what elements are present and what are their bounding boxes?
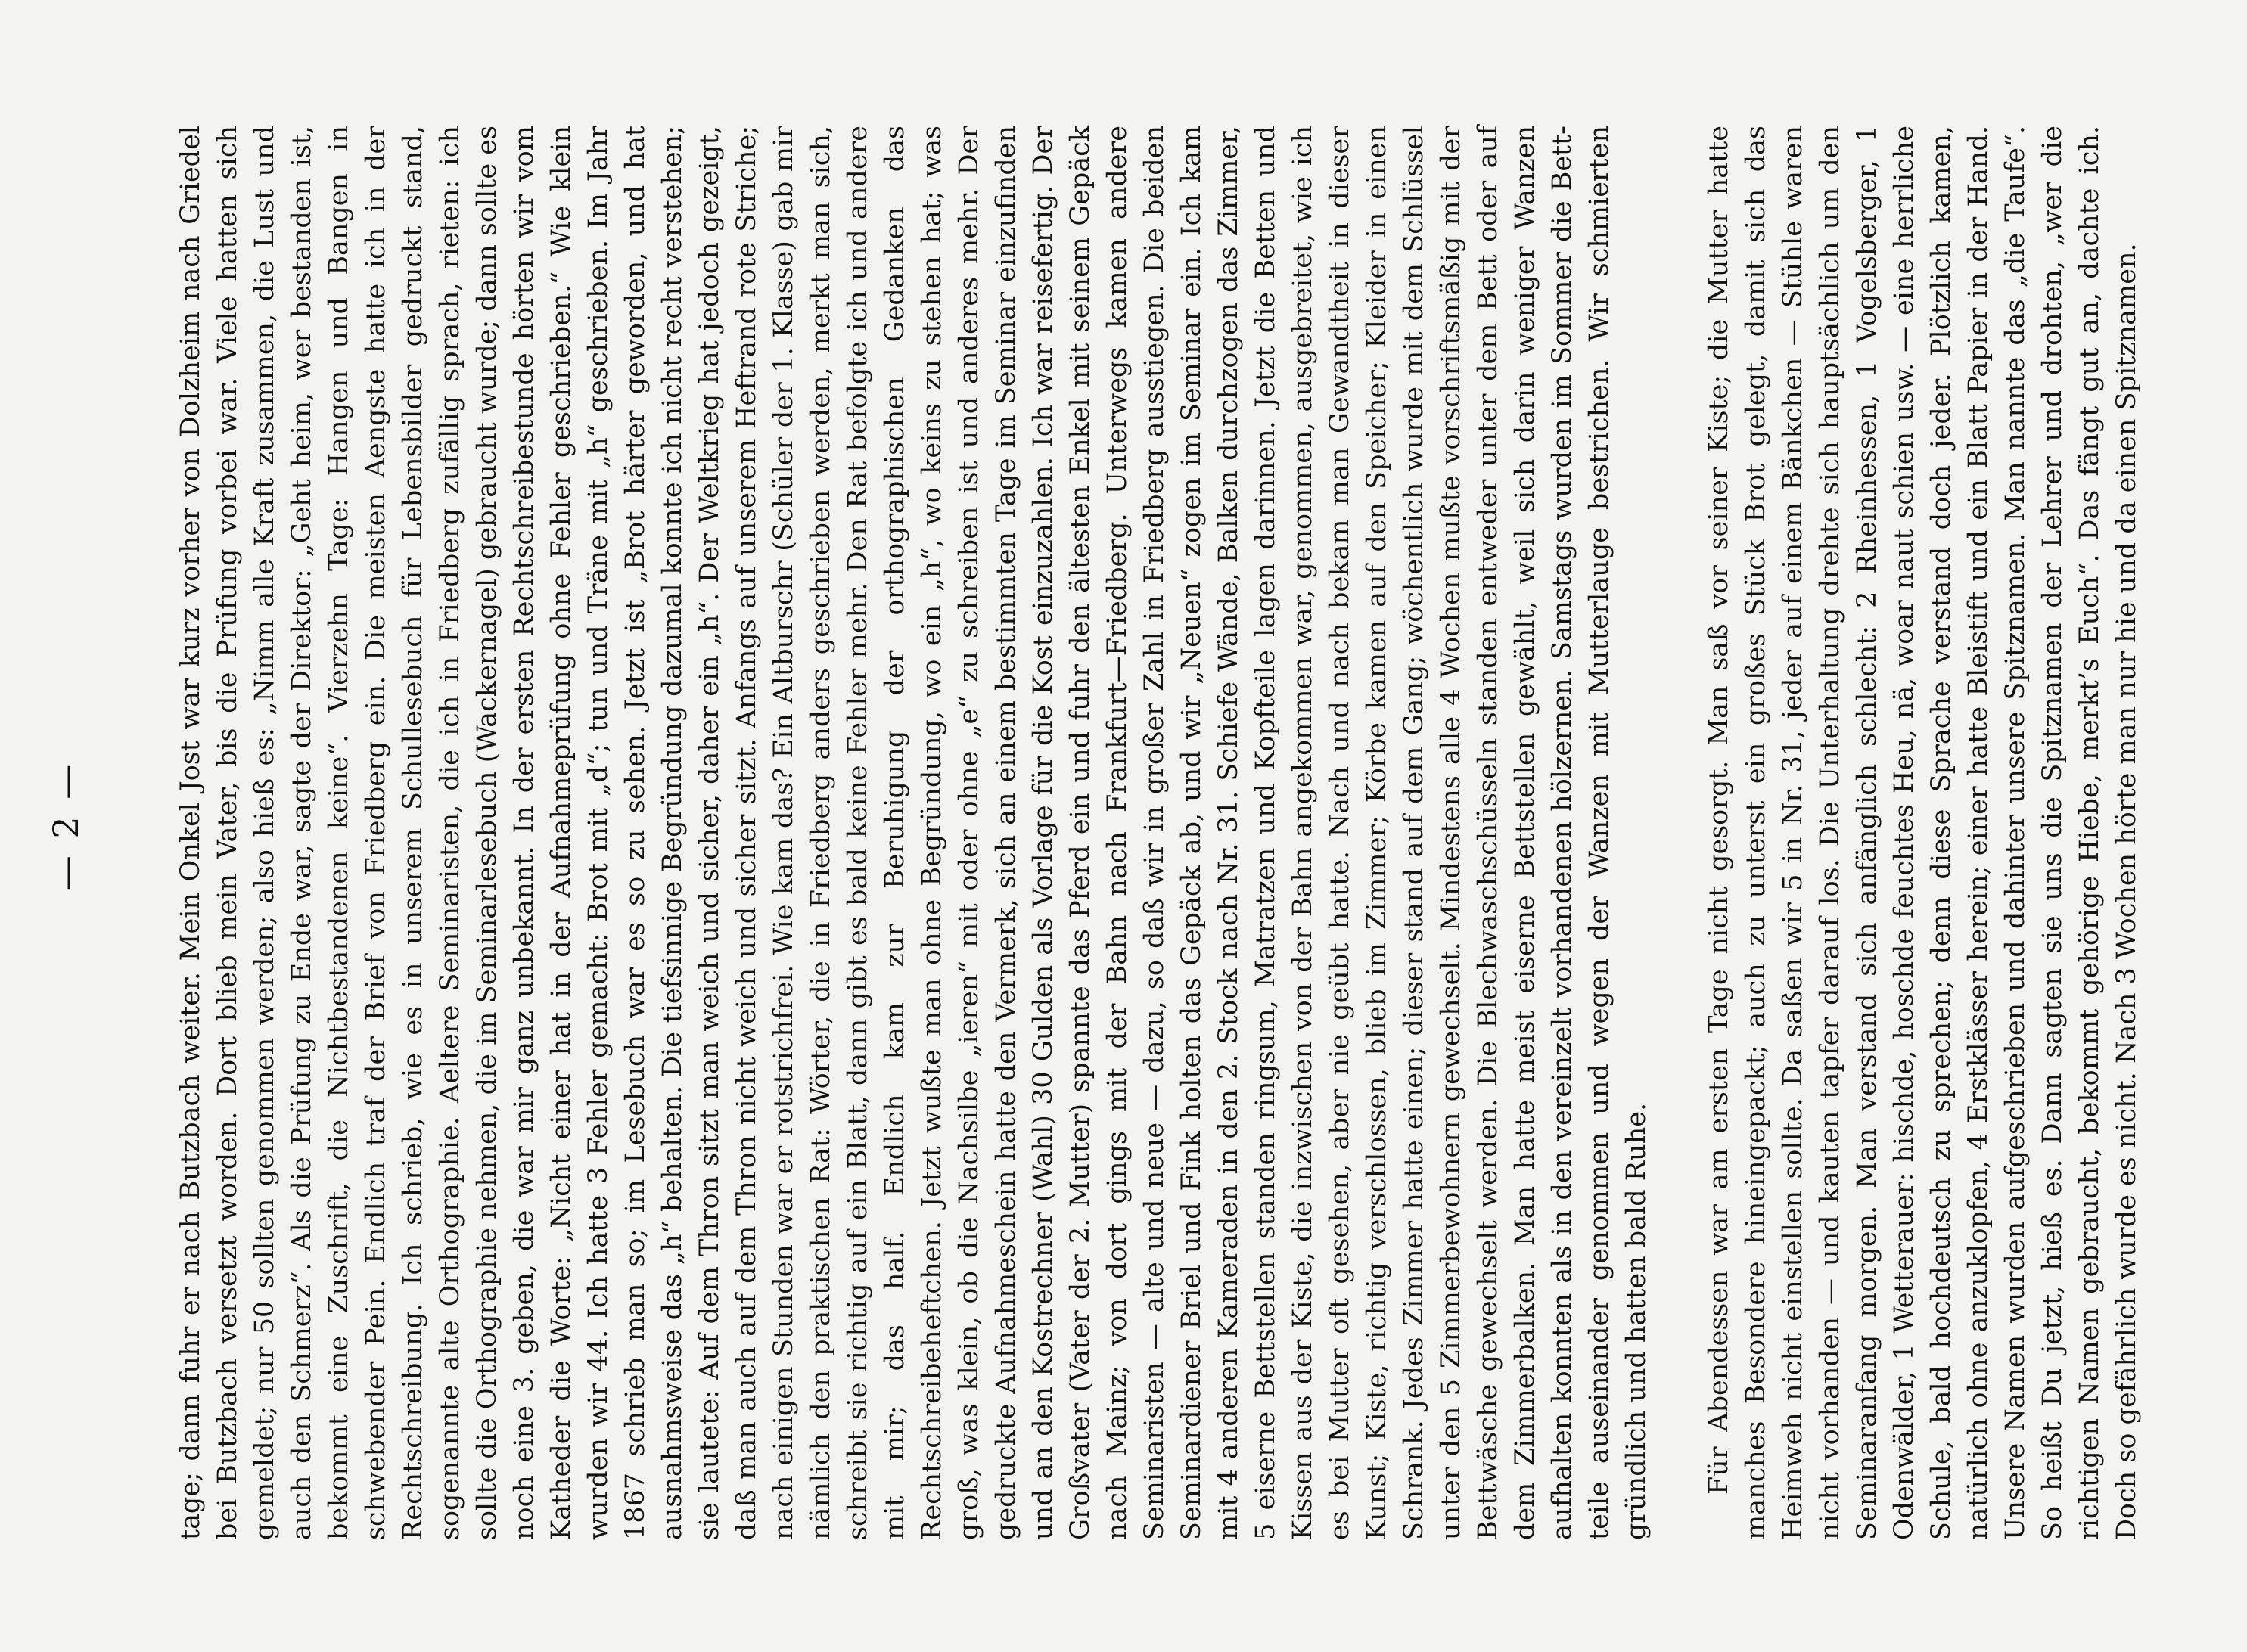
paragraph-1: tage; dann fuhr er nach Butzbach weiter. Mein Onkel Jost war kurz vorher von Dolzheim nach Griedel bei Butzbach versetzt worden. Dort blieb mein Vater, bis die Prüfung vorbei war. Viele hatten sich gemeldet; nur 50 sollten genommen werden; also hieß es: „Nimm alle Kraft zusammen, die Lust und auch den Schmerz“. Als die Prüfung zu Ende war, sagte der Direktor: „Geht heim, wer bestanden ist, bekommt eine Zuschrift, die Nichtbestandenen keine“. Vierzehn Tage: Hangen und Bangen in schwebender Pein. Endlich traf der Brief von Friedberg ein. Die meisten Aengste hatte ich in der Rechtschreibung. Ich schrieb, wie es in unserem Schullesebuch für Lebensbilder gedruckt stand, sogenannte alte Orthographie. Aeltere Seminaristen, die ich in Friedberg zufällig sprach, rieten: ich sollte die Orthographie nehmen, die im Seminarlesebuch (Wackernagel) gebraucht wurde; dann sollte es noch eine 3. geben, die war mir ganz unbekannt. In der ersten Rechtschreibestunde hörten wir vom Katheder die Worte: „Nicht einer hat in der Aufnahmeprüfung ohne Fehler geschrieben.“ Wie klein wurden wir 44. Ich hatte 3 Fehler gemacht: Brot mit „d“; tun und Träne mit „h“ geschrieben. Im Jahr 1867 schrieb man so; im Lesebuch war es so zu sehen. Jetzt ist „Brot härter geworden, und hat ausnahmsweise das „h“ behalten. Die tiefsinnige Begründung dazumal konnte ich nicht recht verstehen; sie lautete: Auf dem Thron sitzt man weich und sicher, daher ein „h“. Der Weltkrieg hat jedoch gezeigt, daß man auch auf dem Thron nicht weich und sicher sitzt. Anfangs auf unserem Heftrand rote Striche; nach einigen Stunden war er rotstrichfrei. Wie kam das? Ein Altburschr (Schüler der 1. Klasse) gab mir nämlich den praktischen Rat: Wörter, die in Friedberg anders geschrieben werden, merkt man sich, schreibt sie richtig auf ein Blatt, dann gibt es bald keine Fehler mehr. Den Rat befolgte ich und andere mit mir; das half. Endlich kam zur Beruhigung der orthographischen Gedanken das Rechtschreibeheftchen. Jetzt wußte man ohne Begründung, wo ein „h“, wo keins zu stehen hat; was groß, was klein, ob die Nachsilbe „ieren“ mit oder ohne „e“ zu schreiben ist und anderes mehr. Der gedruckte Aufnahmeschein hatte den Vermerk, sich an einem bestimmten Tage im Seminar einzufinden und an den Kostrechner (Wahl) 30 Gulden als Vorlage für die Kost einzuzahlen. Ich war reisefertig. Der Großvater (Vater der 2. Mutter) spannte das Pferd ein und fuhr den ältesten Enkel mit seinem Gepäck nach Mainz; von dort gings mit der Bahn nach Frankfurt—Friedberg. Unterwegs kamen andere Seminaristen — alte und neue — dazu, so daß wir in großer Zahl in Friedberg ausstiegen. Die beiden Seminardiener Briel und Fink holten das Gepäck ab, und wir „Neuen“ zogen im Seminar ein. Ich kam mit 4 anderen Kameraden in den 2. Stock nach Nr. 31. Schiefe Wände, Balken durchzogen das Zimmer, 5 eiserne Bettstellen standen ringsum, Matratzen und Kopfteile lagen darinnen. Jetzt die Betten und Kissen aus der Kiste, die inzwischen von der Bahn angekommen war, genommen, ausgebreitet, wie ich es bei Mutter oft gesehen, aber nie geübt hatte. Nach und nach bekam man Gewandtheit in dieser Kunst; Kiste, richtig verschlossen, blieb im Zimmer; Körbe kamen auf den Speicher; Kleider in einen Schrank. Jedes Zimmer hatte einen; dieser stand auf dem Gang; wöchentlich wurde mit dem Schlüssel unter den 5 Zimmerbewohnern gewechselt. Mindestens alle 4 Wochen mußte vorschriftsmäßig mit der Bettwäsche gewechselt werden. Die Blechwaschschüsseln standen entweder unter dem Bett oder auf dem Zimmerbalken. Man hatte meist eiserne Bettstellen gewählt, weil sich darin weniger Wanzen aufhalten konnten als in den vereinzelt vorhandenen hölzernen. Samstags wurden im Sommer die Bett-teile auseinander genommen und wegen der Wanzen mit Mutterlauge bestrichen. Wir schmierten gründlich und hatten bald Ruhe. [176, 126, 1652, 1540]
paragraph-2: Für Abendessen war am ersten Tage nicht gesorgt. Man saß vor seiner Kiste; die Mutter hatte manches Besondere hineingepackt; auch zu unterst ein großes Stück Brot gelegt, damit sich das Heimweh nicht einstellen sollte. Da saßen wir 5 in Nr. 31, jeder auf einem Bänkchen — Stühle waren nicht vorhanden — und kauten tapfer darauf los. Die Unterhaltung drehte sich hauptsächlich um den Seminaranfang morgen. Man verstand sich anfänglich schlecht: 2 Rheinhessen, 1 Vogelsberger, 1 Odenwälder, 1 Wetterauer: hischde, hoschde feuchtes Heu, nä, woar naut schien usw. — eine herrliche Schule, bald hochdeutsch zu sprechen; denn diese Sprache verstand doch jeder. Plötzlich kamen, natürlich ohne anzuklopfen, 4 Erstklässer herein; einer hatte Bleistift und ein Blatt Papier in der Hand. Unsere Namen wurden aufgeschrieben und dahinter unsere Spitznamen. Man nannte das „die Taufe“. So heißt Du jetzt, hieß es. Dann sagten sie uns die Spitznamen der Lehrer und drohten, „wer die richtigen Namen gebraucht, bekommt gehörige Hiebe, merkt’s Euch“. Das fängt gut an, dachte ich. Doch so gefährlich wurde es nicht. Nach 3 Wochen hörte man nur hie und da einen Spitznamen. [1704, 126, 2142, 1540]
page-number: — 2 — [45, 761, 86, 891]
